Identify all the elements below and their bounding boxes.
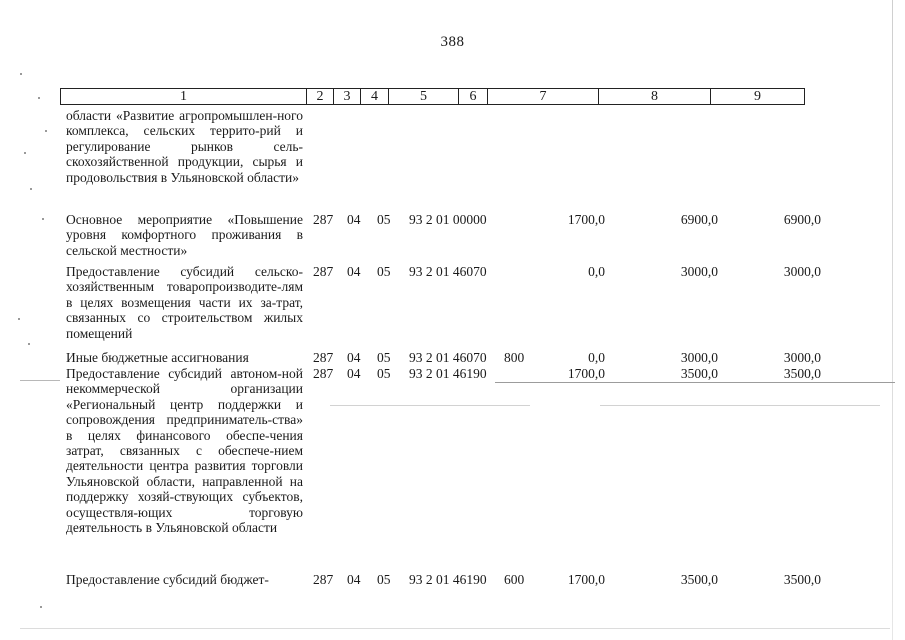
scan-mark xyxy=(600,405,880,406)
row-value-col8: 3500,0 xyxy=(680,572,718,587)
row-code-target: 93 2 01 46070 xyxy=(409,264,487,279)
row-code-target: 93 2 01 46190 xyxy=(409,366,487,381)
row-code-section: 04 xyxy=(347,366,361,381)
header-col-7: 7 xyxy=(488,89,599,104)
header-col-6: 6 xyxy=(459,89,488,104)
scan-mark xyxy=(20,380,60,381)
row-code-admin: 287 xyxy=(313,350,334,365)
row-value-col7: 1700,0 xyxy=(567,366,605,381)
row-code-subsection: 05 xyxy=(377,572,391,587)
row-code-section: 04 xyxy=(347,264,361,279)
row-description: Предоставление субсидий сельско-хозяйственным товаропроизводите-лям в целях возмещения части их за-трат, связанных со строительством жилых помещений xyxy=(66,264,303,341)
row-code-admin: 287 xyxy=(313,264,334,279)
row-code-section: 04 xyxy=(347,572,361,587)
row-code-admin: 287 xyxy=(313,366,334,381)
row-code-admin: 287 xyxy=(313,572,334,587)
scan-dot xyxy=(28,343,30,345)
scan-dot xyxy=(20,73,22,75)
header-col-4: 4 xyxy=(361,89,389,104)
row-code-subsection: 05 xyxy=(377,366,391,381)
row-value-col9: 3500,0 xyxy=(783,366,821,381)
scan-dot xyxy=(18,318,20,320)
scan-dot xyxy=(24,152,26,154)
row-code-subsection: 05 xyxy=(377,350,391,365)
row-description: Основное мероприятие «Повышение уровня комфортного проживания в сельской местности» xyxy=(66,212,303,258)
row-description: области «Развитие агропромышлен-ного комплекса, сельских террито-рий и регулирование рынков сель-скохозяйственной продукции, сырья и продовольствия в Ульяновской области» xyxy=(66,108,303,185)
scan-dot xyxy=(38,97,40,99)
scan-dot xyxy=(30,188,32,190)
header-col-3: 3 xyxy=(334,89,361,104)
row-value-col8: 3500,0 xyxy=(680,366,718,381)
scan-edge-line xyxy=(892,0,893,640)
row-code-expense-type: 800 xyxy=(504,350,525,365)
scan-dot xyxy=(42,218,44,220)
row-value-col7: 0,0 xyxy=(588,350,605,365)
row-value-col9: 3500,0 xyxy=(783,572,821,587)
row-code-target: 93 2 01 00000 xyxy=(409,212,487,227)
scan-mark xyxy=(495,382,895,383)
scan-dot xyxy=(45,130,47,132)
row-description: Предоставление субсидий автоном-ной некоммерческой организации «Региональный центр поддержки и сопровождения предприниматель-ства» в целях финансового обеспе-чения затрат, связанных с обеспече-нием деятельности центра развития торговли Ульяновской области, направленной на поддержку хозяй-ствующих субъектов, осуществля-ющих торговую деятельность в Ульяновской области xyxy=(66,366,303,536)
row-value-col7: 1700,0 xyxy=(567,572,605,587)
row-code-target: 93 2 01 46190 xyxy=(409,572,487,587)
row-value-col9: 3000,0 xyxy=(783,350,821,365)
header-col-2: 2 xyxy=(307,89,334,104)
scan-dot xyxy=(40,606,42,608)
row-value-col7: 0,0 xyxy=(588,264,605,279)
scan-mark xyxy=(20,628,890,629)
row-value-col8: 6900,0 xyxy=(680,212,718,227)
header-col-5: 5 xyxy=(389,89,459,104)
row-description: Иные бюджетные ассигнования xyxy=(66,350,249,365)
row-code-expense-type: 600 xyxy=(504,572,525,587)
row-code-subsection: 05 xyxy=(377,212,391,227)
row-value-col8: 3000,0 xyxy=(680,350,718,365)
scan-mark xyxy=(330,405,530,406)
header-col-9: 9 xyxy=(754,89,761,104)
page-number: 388 xyxy=(440,34,465,50)
row-value-col9: 6900,0 xyxy=(783,212,821,227)
row-code-subsection: 05 xyxy=(377,264,391,279)
row-value-col7: 1700,0 xyxy=(567,212,605,227)
row-code-admin: 287 xyxy=(313,212,334,227)
header-col-8: 8 xyxy=(599,89,711,104)
row-value-col8: 3000,0 xyxy=(680,264,718,279)
row-description: Предоставление субсидий бюджет- xyxy=(66,572,269,587)
row-value-col9: 3000,0 xyxy=(783,264,821,279)
header-col-1: 1 xyxy=(61,89,307,104)
row-code-target: 93 2 01 46070 xyxy=(409,350,487,365)
row-code-section: 04 xyxy=(347,212,361,227)
row-code-section: 04 xyxy=(347,350,361,365)
